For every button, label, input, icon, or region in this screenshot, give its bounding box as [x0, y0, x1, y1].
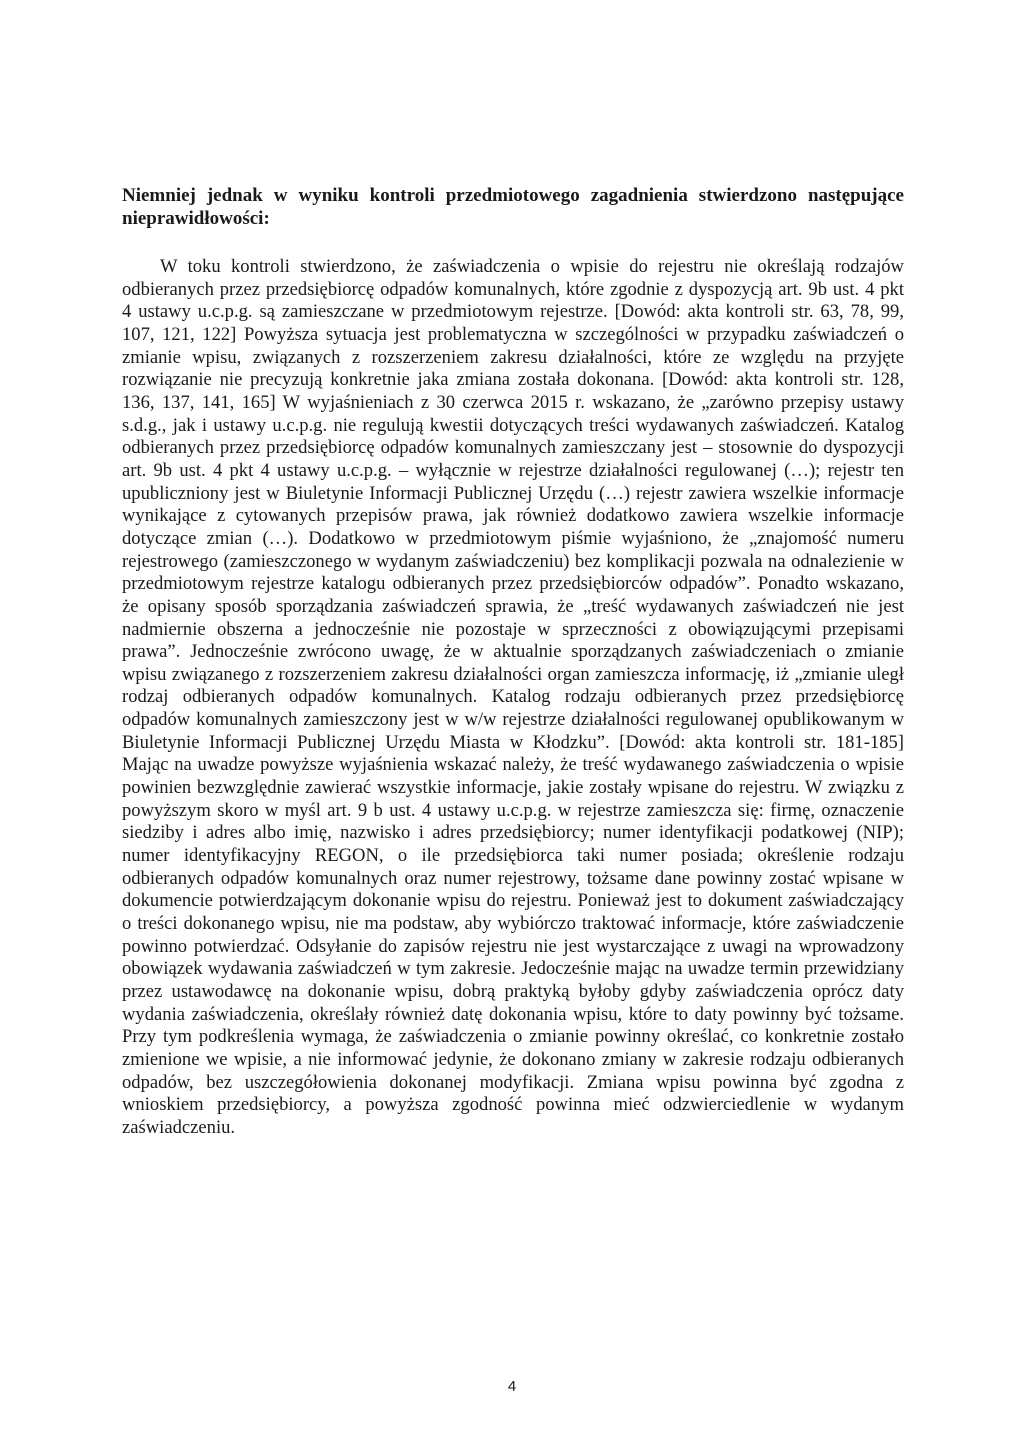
section-heading: Niemniej jednak w wyniku kontroli przedmiotowego zagadnienia stwierdzono następujące nieprawidłowości: — [122, 185, 904, 229]
body-paragraph: W toku kontroli stwierdzono, że zaświadczenia o wpisie do rejestru nie określają rodzajów odbieranych przez przedsiębiorcę odpadów komunalnych, które zgodnie z dyspozycją art. 9b ust. 4 pkt 4 ustawy u.c.p.g. są zamieszczane w przedmiotowym rejestrze. [Dowód: akta kontroli str. 63, 78, 99, 107, 121, 122] Powyższa sytuacja jest problematyczna w szczególności w przypadku zaświadczeń o zmianie wpisu, związanych z rozszerzeniem zakresu działalności, które ze względu na przyjęte rozwiązanie nie precyzują konkretnie jaka zmiana została dokonana. [Dowód: akta kontroli str. 128, 136, 137, 141, 165] W wyjaśnieniach z 30 czerwca 2015 r. wskazano, że „zarówno przepisy ustawy s.d.g., jak i ustawy u.c.p.g. nie regulują kwestii dotyczących treści wydawanych zaświadczeń. Katalog odbieranych przez przedsiębiorcę odpadów komunalnych zamieszczany jest – stosownie do dyspozycji art. 9b ust. 4 pkt 4 ustawy u.c.p.g. – wyłącznie w rejestrze działalności regulowanej (…); rejestr ten upubliczniony jest w Biuletynie Informacji Publicznej Urzędu (…) rejestr zawiera wszelkie informacje wynikające z cytowanych przepisów prawa, jak również dodatkowo zawiera wszelkie informacje dotyczące zmian (…). Dodatkowo w przedmiotowym piśmie wyjaśniono, że „znajomość numeru rejestrowego (zamieszczonego w wydanym zaświadczeniu) bez komplikacji pozwala na odnalezienie w przedmiotowym rejestrze katalogu odbieranych przez przedsiębiorców odpadów”. Ponadto wskazano, że opisany sposób sporządzania zaświadczeń sprawia, że „treść wydawanych zaświadczeń nie jest nadmiernie obszerna a jednocześnie nie pozostaje w sprzeczności z obowiązującymi przepisami prawa”. Jednocześnie zwrócono uwagę, że w aktualnie sporządzanych zaświadczeniach o zmianie wpisu związanego z rozszerzeniem zakresu działalności organ zamieszcza informację, iż „zmianie uległ rodzaj odbieranych odpadów komunalnych. Katalog rodzaju odbieranych przez przedsiębiorcę odpadów komunalnych zamieszczony jest w w/w rejestrze działalności regulowanej opublikowanym w Biuletynie Informacji Publicznej Urzędu Miasta w Kłodzku”. [Dowód: akta kontroli str. 181-185] Mając na uwadze powyższe wyjaśnienia wskazać należy, że treść wydawanego zaświadczenia o wpisie powinien bezwzględnie zawierać wszystkie informacje, jakie zostały wpisane do rejestru. W związku z powyższym skoro w myśl art. 9 b ust. 4 ustawy u.c.p.g. w rejestrze zamieszcza się: firmę, oznaczenie siedziby i adres albo imię, nazwisko i adres przedsiębiorcy; numer identyfikacji podatkowej (NIP); numer identyfikacyjny REGON, o ile przedsiębiorca taki numer posiada; określenie rodzaju odbieranych odpadów komunalnych oraz numer rejestrowy, tożsame dane powinny zostać wpisane w dokumencie potwierdzającym dokonanie wpisu do rejestru. Ponieważ jest to dokument zaświadczający o treści dokonanego wpisu, nie ma podstaw, aby wybiórczo traktować informacje, które zaświadczenie powinno potwierdzać. Odsyłanie do zapisów rejestru nie jest wystarczające z uwagi na wprowadzony obowiązek wydawania zaświadczeń w tym zakresie. Jedocześnie mając na uwadze termin przewidziany przez ustawodawcę na dokonanie wpisu, dobrą praktyką byłoby gdyby zaświadczenia oprócz daty wydania zaświadczenia, określały również datę dokonania wpisu, które to daty powinny być tożsame. Przy tym podkreślenia wymaga, że zaświadczenia o zmianie powinny określać, co konkretnie zostało zmienione we wpisie, a nie informować jedynie, że dokonano zmiany w zakresie rodzaju odbieranych odpadów, bez uszczegółowienia dokonanej modyfikacji. Zmiana wpisu powinna być zgodna z wnioskiem przedsiębiorcy, a powyższa zgodność powinna mieć odzwierciedlenie w wydanym zaświadczeniu. — [122, 256, 904, 1138]
document-page — [122, 184, 904, 1140]
page-number: 4 — [507, 1378, 517, 1395]
